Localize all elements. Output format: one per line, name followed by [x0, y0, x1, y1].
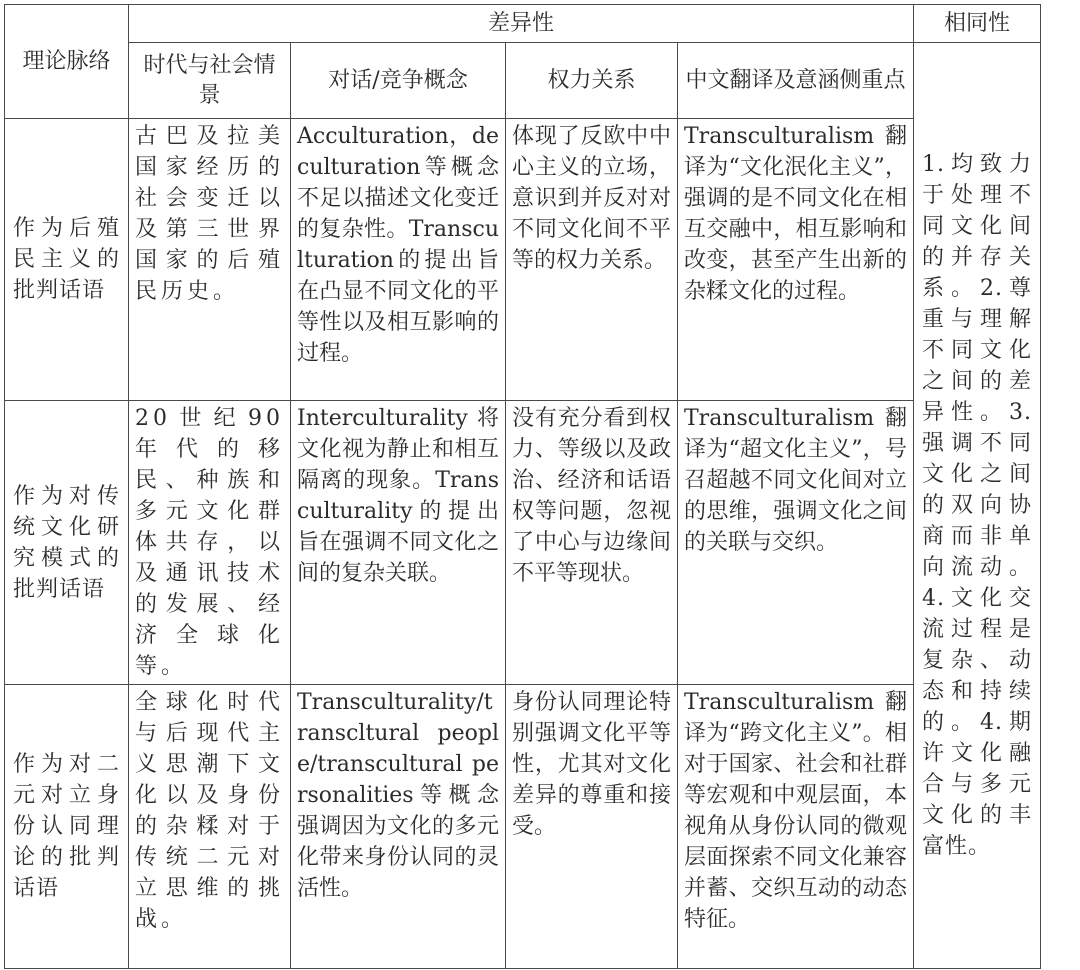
- header-row-2: [5, 43, 1041, 119]
- header-similarity: 相同性: [914, 5, 1041, 43]
- row-era: 全球化时代与后现代主义思潮下文化以及身份的杂糅对于传统二元对立思维的挑战。: [129, 685, 291, 969]
- table-row: [5, 685, 1041, 969]
- row-translation: Transculturalism翻译为“超文化主义”，号召超越不同文化间对立的思维，强调文化之间的关联与交织。: [678, 401, 914, 685]
- table-row: [5, 119, 1041, 401]
- header-row-1: [5, 5, 1041, 43]
- row-theory: 作为后殖民主义的批判话语: [5, 119, 129, 401]
- row-power: 身份认同理论特别强调文化平等性，尤其对文化差异的尊重和接受。: [506, 685, 678, 969]
- row-translation: Transculturalism翻译为“文化泯化主义”，强调的是不同文化在相互交融中，相互影响和改变，甚至产生出新的杂糅文化的过程。: [678, 119, 914, 401]
- header-translation: 中文翻译及意涵侧重点: [678, 43, 914, 119]
- header-power: 权力关系: [506, 43, 678, 119]
- header-concepts: 对话/竞争概念: [291, 43, 506, 119]
- row-theory: 作为对二元对立身份认同理论的批判话语: [5, 685, 129, 969]
- table-row: [5, 401, 1041, 685]
- row-era: 20世纪90年代的移民、种族和多元文化群体共存，以及通讯技术的发展、经济全球化等。: [129, 401, 291, 685]
- row-concepts: Acculturation，deculturation等概念不足以描述文化变迁的复杂性。Transculturation的提出旨在凸显不同文化的平等性以及相互影响的过程。: [291, 119, 506, 401]
- comparison-table: [4, 4, 1041, 969]
- header-theory: 理论脉络: [5, 5, 129, 119]
- header-differences: 差异性: [129, 5, 914, 43]
- row-era: 古巴及拉美国家经历的社会变迁以及第三世界国家的后殖民历史。: [129, 119, 291, 401]
- similarity-cell: 1.均致力于处理不同文化间的并存关系。2.尊重与理解不同文化之间的差异性。3.强调不同文化之间的双向协商而非单向流动。4.文化交流过程是复杂、动态和持续的。4.期许文化融合与多元文化的丰富性。: [914, 43, 1041, 969]
- row-power: 体现了反欧中中心主义的立场，意识到并反对对不同文化间不平等的权力关系。: [506, 119, 678, 401]
- row-theory: 作为对传统文化研究模式的批判话语: [5, 401, 129, 685]
- row-concepts: Interculturality将文化视为静止和相互隔离的现象。Transculturality的提出旨在强调不同文化之间的复杂关联。: [291, 401, 506, 685]
- row-translation: Transculturalism翻译为“跨文化主义”。相对于国家、社会和社群等宏观和中观层面，本视角从身份认同的微观层面探索不同文化兼容并蓄、交织互动的动态特征。: [678, 685, 914, 969]
- header-era: 时代与社会情景: [129, 43, 291, 119]
- row-power: 没有充分看到权力、等级以及政治、经济和话语权等问题，忽视了中心与边缘间不平等现状。: [506, 401, 678, 685]
- row-concepts: Transculturality/transcltural people/transcultural personalities等概念强调因为文化的多元化带来身份认同的灵活性。: [291, 685, 506, 969]
